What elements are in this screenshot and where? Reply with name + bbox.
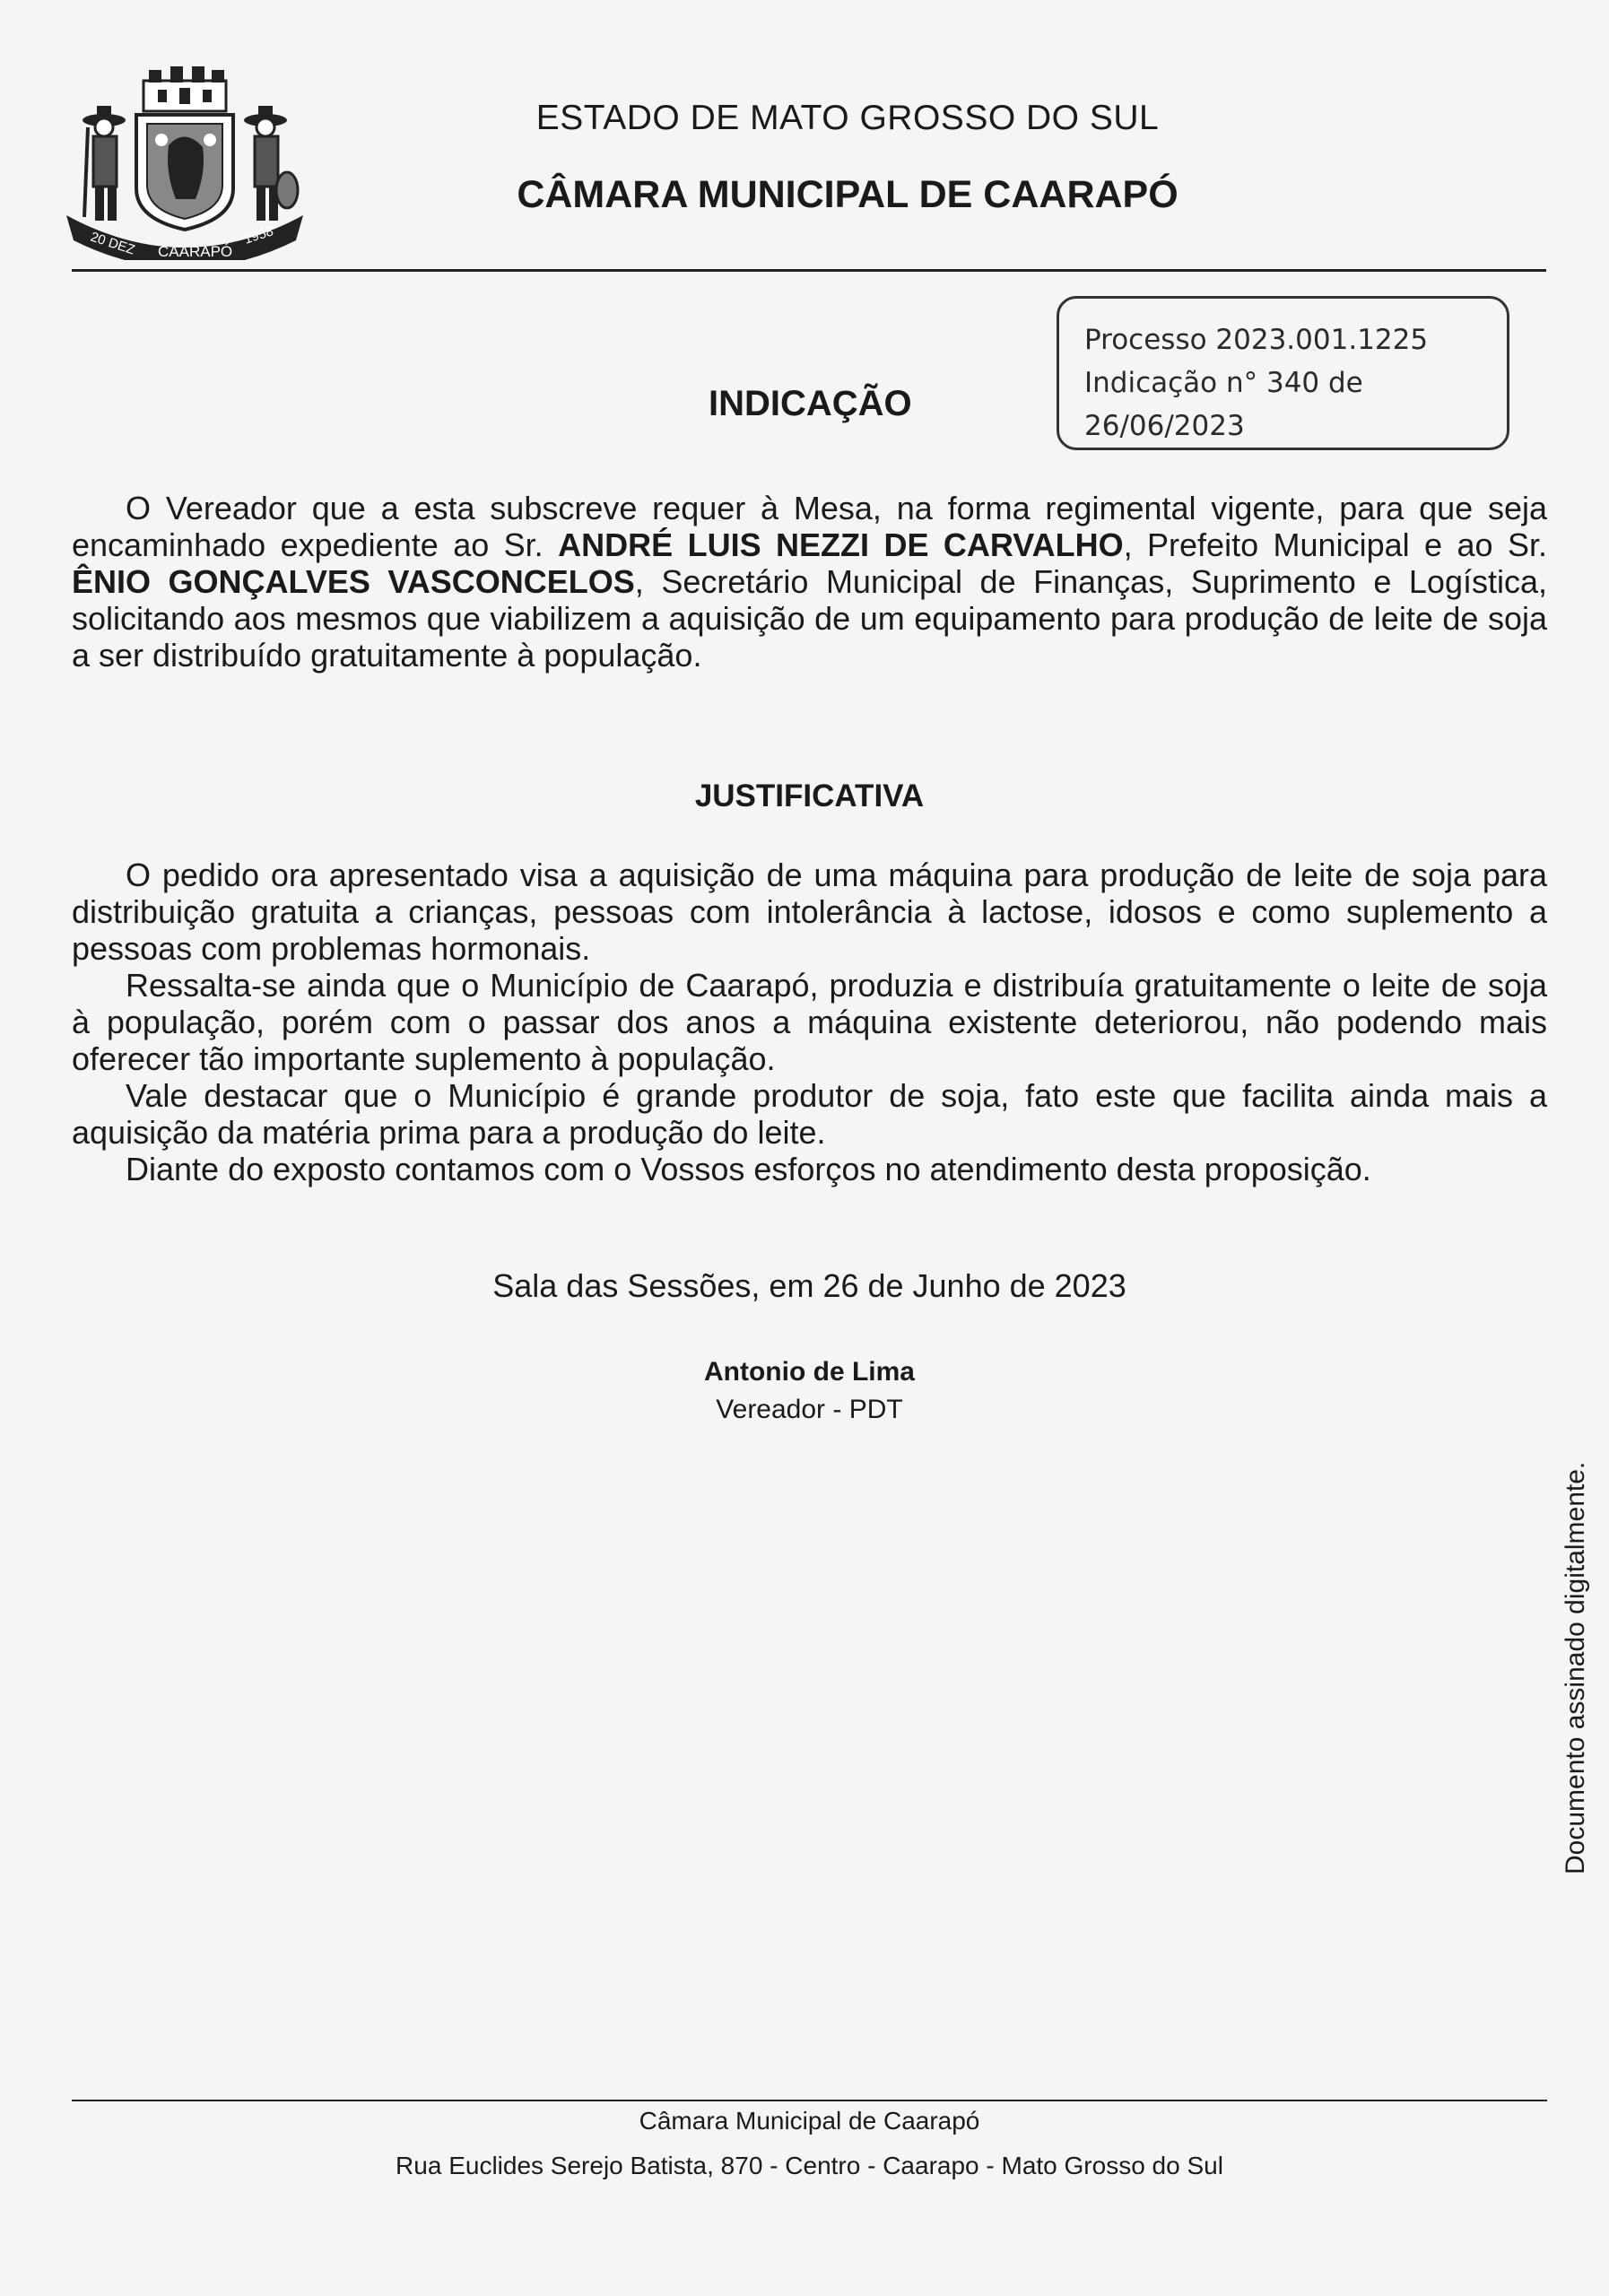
digital-signature-note: Documento assinado digitalmente.	[1561, 1461, 1590, 1874]
signatory-name: Antonio de Lima	[704, 1357, 915, 1387]
footer-institution: Câmara Municipal de Caarapó	[639, 2107, 980, 2135]
footer-divider	[72, 2100, 1547, 2101]
justification-paragraph-2: Ressalta-se ainda que o Município de Caarapó, produzia e distribuía gratuitamente o leite de soja à população, porém com o passar dos anos a máquina existente deteriorou, não podendo mais oferecer tão importante suplemento à população.	[72, 967, 1547, 1077]
request-text-c: , Secretário Municipal de Finanças, Suprimento e Logística, solicitando aos mesmos que viabilizem a aquisição de um equipamento para produção de leite de soja a ser distribuído gratuitamente à população.	[72, 563, 1547, 674]
mayor-name: ANDRÉ LUIS NEZZI DE CARVALHO	[558, 526, 1124, 563]
stamp-indication-number: Indicação n° 340 de	[1084, 367, 1363, 399]
logo-ribbon-right-text: 1958	[241, 223, 275, 248]
header-chamber-name: CÂMARA MUNICIPAL DE CAARAPÓ	[517, 173, 1178, 216]
document-title: INDICAÇÃO	[709, 384, 912, 423]
logo-ribbon-left-text: 20 DEZ	[88, 229, 137, 258]
justification-paragraph-1: O pedido ora apresentado visa a aquisição de uma máquina para produção de leite de soja para distribuição gratuita a crianças, pessoas com intolerância à lactose, idosos e como suplemento a pessoas com problemas hormonais.	[72, 857, 1547, 967]
footer-address: Rua Euclides Serejo Batista, 870 - Centro - Caarapo - Mato Grosso do Sul	[396, 2152, 1223, 2179]
request-paragraph	[72, 490, 1547, 674]
justification-body	[72, 857, 1547, 1187]
protocol-stamp	[1057, 296, 1509, 450]
request-text-a: O Vereador que a esta subscreve requer à Mesa, na forma regimental vigente, para que seja encaminhado expediente ao Sr.	[72, 490, 1547, 563]
header-divider	[72, 269, 1546, 272]
closing-date-line: Sala das Sessões, em 26 de Junho de 2023	[492, 1267, 1126, 1304]
justification-heading: JUSTIFICATIVA	[694, 778, 925, 813]
secretary-name: ÊNIO GONÇALVES VASCONCELOS	[72, 563, 635, 600]
justification-paragraph-3: Vale destacar que o Município é grande produtor de soja, fato este que facilita ainda mais a aquisição da matéria prima para a produção do leite.	[72, 1077, 1547, 1151]
signatory-role: Vereador - PDT	[716, 1395, 903, 1424]
stamp-date: 26/06/2023	[1084, 410, 1245, 442]
header-state-name: ESTADO DE MATO GROSSO DO SUL	[535, 99, 1160, 137]
municipal-coat-of-arms-logo	[61, 65, 309, 260]
justification-paragraph-4: Diante do exposto contamos com o Vossos esforços no atendimento desta proposição.	[126, 1151, 1371, 1187]
stamp-process-number: Processo 2023.001.1225	[1084, 324, 1429, 356]
request-text-b: , Prefeito Municipal e ao Sr.	[1123, 526, 1548, 563]
logo-ribbon-center-text: CAARAPÓ	[158, 243, 233, 260]
